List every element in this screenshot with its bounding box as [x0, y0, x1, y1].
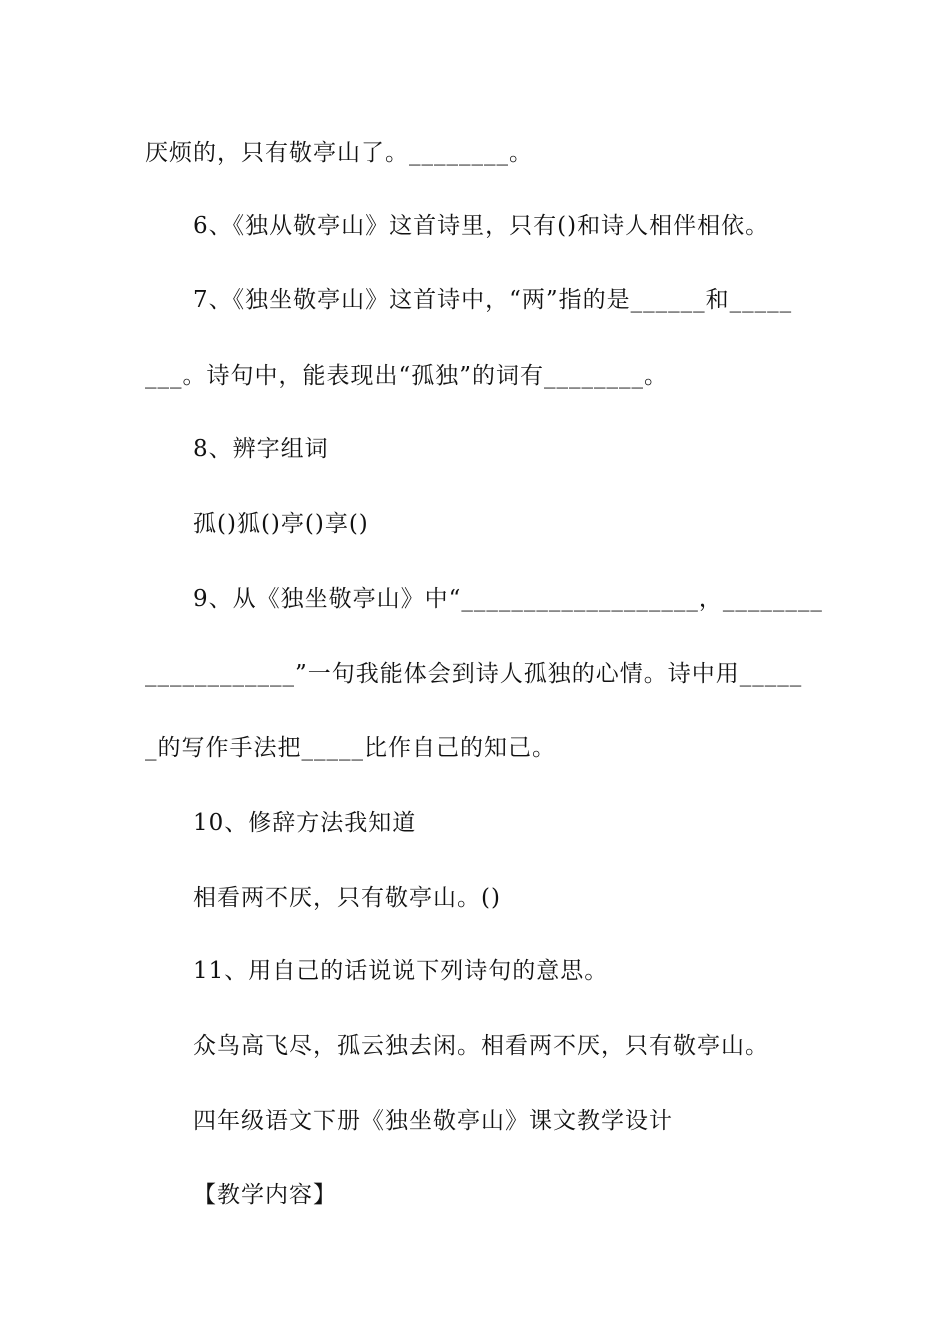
- poem-lines: 众鸟高飞尽，孤云独去闲。相看两不厌，只有敬亭山。: [193, 1033, 769, 1059]
- question-7-part-2: ___。诗句中，能表现出“孤独”的词有________。: [145, 363, 669, 389]
- text-line-1: 厌烦的，只有敬亭山了。________。: [145, 140, 533, 166]
- question-7-part-1: 7、《独坐敬亭山》这首诗中，“两”指的是______和_____: [193, 287, 793, 313]
- teaching-content-heading: 【教学内容】: [193, 1182, 337, 1208]
- question-8: 8、辨字组词: [193, 436, 329, 462]
- question-9-part-2: ____________”一句我能体会到诗人孤独的心情。诗中用_____: [145, 661, 803, 687]
- question-8-characters: 孤()狐()亭()享(): [193, 511, 369, 537]
- question-10-sentence: 相看两不厌，只有敬亭山。(): [193, 885, 501, 911]
- section-title: 四年级语文下册《独坐敬亭山》课文教学设计: [193, 1108, 673, 1134]
- question-9-part-3: _的写作手法把_____比作自己的知己。: [145, 735, 556, 761]
- question-6: 6、《独从敬亭山》这首诗里，只有()和诗人相伴相依。: [193, 213, 770, 239]
- question-9-part-1: 9、从《独坐敬亭山》中“___________________，________: [193, 586, 823, 612]
- question-10: 10、修辞方法我知道: [193, 810, 417, 836]
- question-11: 11、用自己的话说说下列诗句的意思。: [193, 958, 609, 984]
